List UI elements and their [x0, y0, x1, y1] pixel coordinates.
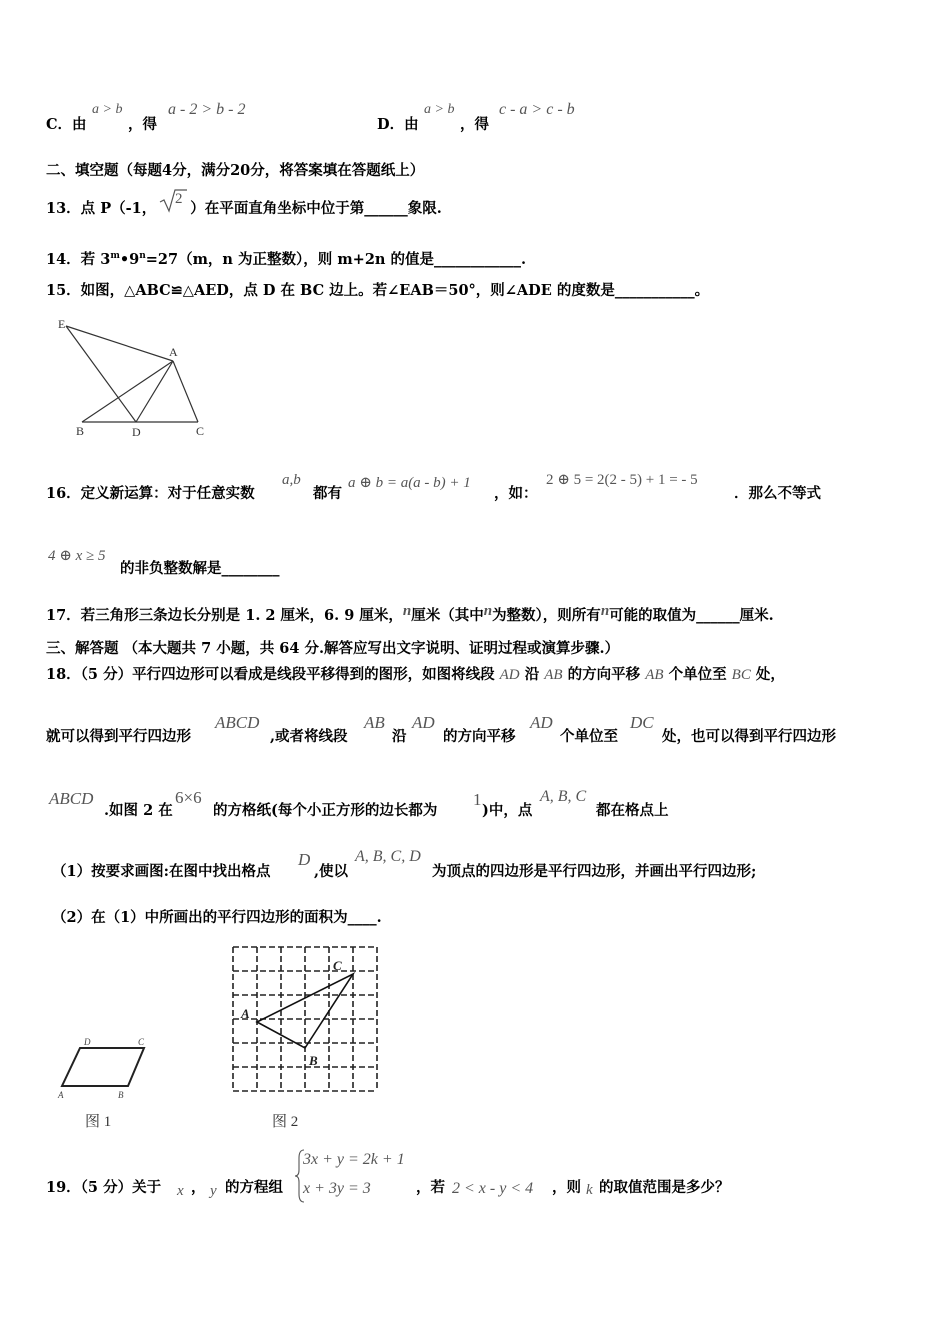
- option-d-math-2: c - a > c - b: [499, 101, 575, 118]
- q19-var-x: x: [177, 1183, 184, 1199]
- segment-ba: [82, 361, 173, 422]
- q18-part-1-c: 为顶点的四边形是平行四边形，并画出平行四边形;: [432, 863, 757, 880]
- q18-part-2: （2）在（1）中所画出的平行四边形的面积为____.: [52, 909, 382, 926]
- label-a: A: [169, 345, 178, 359]
- option-d-math-1: a > b: [424, 102, 455, 117]
- question-18-line-2: 就可以得到平行四边形: [46, 728, 191, 745]
- question-16-a: 16．定义新运算：对于任意实数: [46, 485, 255, 502]
- question-13: 13．点 P（-1， ）在平面直角坐标中位于第______象限.: [46, 200, 442, 217]
- question-19-e: 的取值范围是多少？: [599, 1179, 730, 1196]
- segment-ac: [173, 361, 198, 422]
- q18-math-ad-2: AD: [412, 713, 435, 732]
- q18-text-2d: 的方向平移: [443, 728, 516, 745]
- option-c-label: C．由: [46, 116, 87, 133]
- q18-math-ad-3: AD: [530, 713, 553, 732]
- question-16-d: ．那么不等式: [734, 485, 821, 502]
- q19-var-k: k: [586, 1182, 593, 1198]
- option-d-label: D．由: [377, 116, 419, 133]
- grid-lines: [233, 947, 377, 1091]
- label-b: B: [76, 424, 85, 438]
- segment-da: [136, 361, 173, 422]
- q18-text-2e: 个单位至: [560, 728, 618, 745]
- question-16-c: ，如：: [494, 485, 538, 502]
- label-c: C: [196, 424, 205, 438]
- label-e: E: [58, 317, 66, 331]
- q18-math-abcd-2: ABCD: [49, 789, 94, 808]
- fig2-label-a: A: [241, 1006, 250, 1021]
- sqrt-sign-icon: [158, 186, 188, 214]
- question-19-d: ，则: [552, 1179, 581, 1196]
- option-d-mid: ，得: [460, 116, 489, 133]
- segment-ed: [66, 326, 136, 422]
- q18-math-1: 1: [473, 790, 482, 809]
- q18-math-d: D: [298, 850, 311, 869]
- figure-triangles: [52, 314, 222, 439]
- q16-math-example: 2 ⊕ 5 = 2(2 - 5) + 1 = - 5: [546, 472, 698, 488]
- question-19-a: 19．（5 分）关于: [46, 1179, 162, 1196]
- q16-math-ineq: 4 ⊕ x ≥ 5: [48, 548, 106, 564]
- question-16-e: 的非负整数解是________: [120, 560, 280, 577]
- q16-math-ab: a,b: [282, 472, 301, 488]
- q19-equation-2: x + 3y = 3: [303, 1180, 371, 1197]
- question-16-b: 都有: [313, 485, 342, 502]
- fig1-label-a: A: [58, 1090, 64, 1100]
- option-c-mid: ，得: [128, 116, 157, 133]
- question-17: 17．若三角形三条边长分别是 1. 2 厘米，6. 9 厘米，n厘米（其中n为整数），则所有n可能的取值为______厘米.: [46, 603, 774, 624]
- section-2-heading: 二、填空题（每题4分，满分20分，将答案填在答题纸上）: [46, 162, 425, 179]
- q16-math-def: a ⊕ b = a(a - b) + 1: [348, 475, 471, 491]
- question-15: 15．如图，△ABC≌△AED，点 D 在 BC 边上。若∠EAB＝50°，则∠ADE 的度数是___________。: [46, 282, 710, 299]
- q18-text-2c: 沿: [392, 728, 407, 745]
- figure-2-grid: [225, 941, 385, 1103]
- question-18-line-1: 18．（5 分）平行四边形可以看成是线段平移得到的图形，如图将线段 AD 沿 AB 的方向平移 AB 个单位至 BC 处，: [46, 666, 785, 683]
- question-14: 14．若 $3^m•9^n=27(m$，n 为正整数），则 m+2n 的值是____________.: [46, 250, 527, 268]
- q18-text-2f: 处，也可以得到平行四边形: [662, 728, 836, 745]
- fig1-label-b: B: [118, 1090, 124, 1100]
- fig2-label-b: B: [309, 1053, 318, 1068]
- fig1-label-c: C: [138, 1037, 145, 1047]
- q18-text-2b: ,或者将线段: [270, 728, 348, 745]
- q18-text-3b: 的方格纸(每个小正方形的边长都为: [213, 802, 438, 819]
- q19-equation-1: 3x + y = 2k + 1: [303, 1151, 405, 1168]
- q18-text-3d: 都在格点上: [596, 802, 669, 819]
- q19-separator: ，: [191, 1179, 206, 1196]
- label-d: D: [132, 425, 141, 439]
- section-3-heading: 三、解答题 （本大题共 7 小题，共 64 分.解答应写出文字说明、证明过程或演算步骤.）: [46, 640, 620, 657]
- segment-ea: [66, 326, 173, 361]
- sqrt-2: 2: [158, 186, 188, 218]
- q18-part-1-a: （1）按要求画图:在图中找出格点: [52, 863, 271, 880]
- q18-text-3a: .如图 2 在: [104, 802, 173, 819]
- q18-math-ab-2: AB: [364, 713, 385, 732]
- fig2-label-c: C: [333, 958, 342, 973]
- q18-math-dc: DC: [630, 713, 654, 732]
- figure-1-parallelogram: [54, 1034, 164, 1106]
- q18-part-1-b: ,使以: [314, 863, 349, 880]
- option-c-math-1: a > b: [92, 102, 123, 117]
- option-c-math-2: a - 2 > b - 2: [168, 101, 246, 118]
- q19-var-y: y: [210, 1183, 217, 1199]
- q18-math-abc: A, B, C: [540, 788, 587, 805]
- q18-text-3c: )中，点: [482, 802, 533, 819]
- figure-2-caption: 图 2: [272, 1114, 299, 1130]
- question-19-b: 的方程组: [225, 1179, 283, 1196]
- question-19-c: ，若: [416, 1179, 445, 1196]
- q18-math-abcd-1: ABCD: [215, 713, 260, 732]
- q18-math-abcd-vertices: A, B, C, D: [355, 848, 421, 865]
- fig1-label-d: D: [84, 1037, 91, 1047]
- figure-1-caption: 图 1: [85, 1114, 112, 1130]
- q18-math-6x6: 6×6: [175, 788, 202, 807]
- q19-inequality: 2 < x - y < 4: [452, 1180, 534, 1197]
